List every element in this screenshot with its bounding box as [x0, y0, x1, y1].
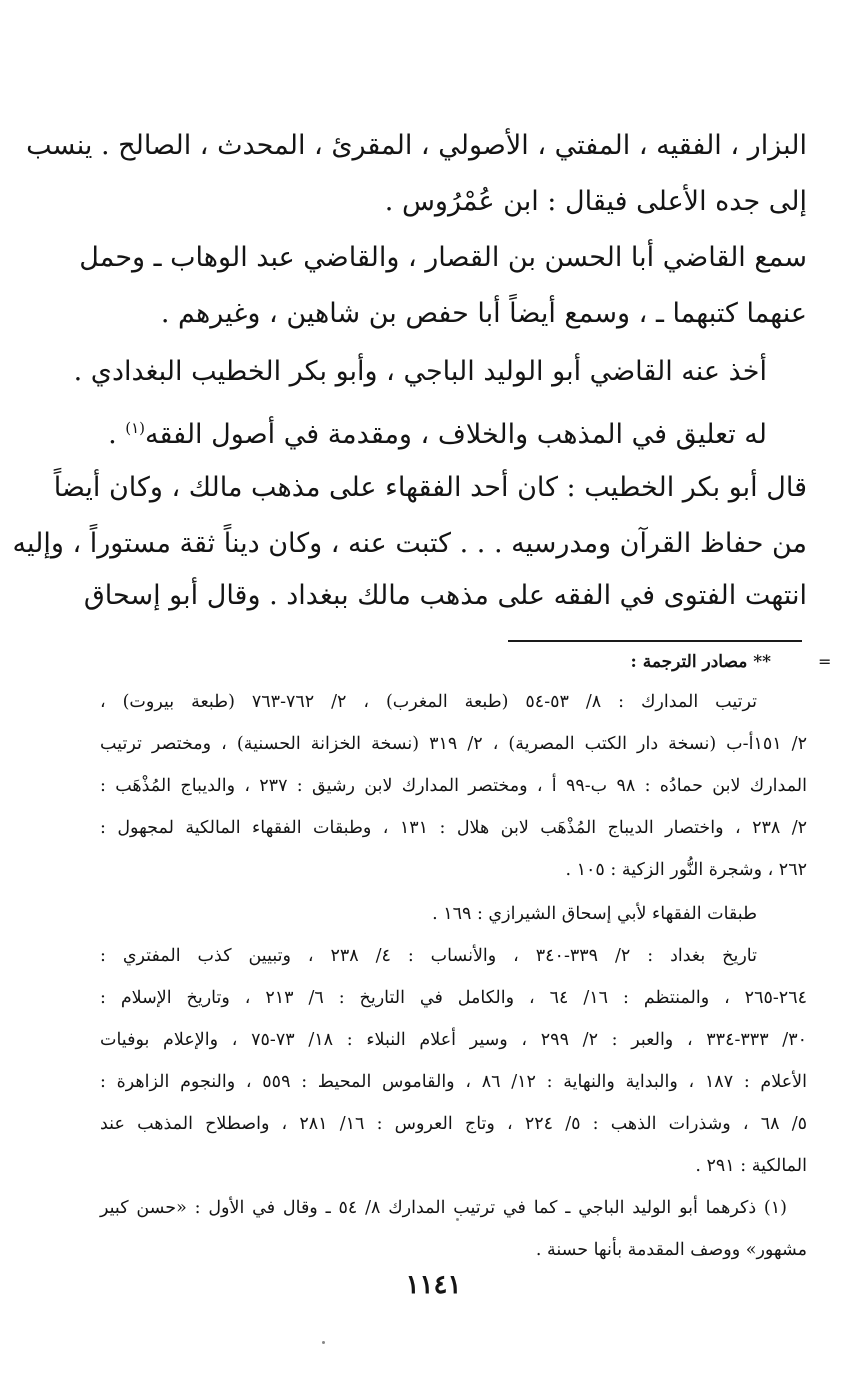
- main-line-7: قال أبو بكر الخطيب : كان أحد الفقهاء على مذهب مالك ، وكان أيضاً: [53, 472, 807, 503]
- print-speck: [456, 1218, 459, 1221]
- footnote-line-7: تاريخ بغداد : ٢/ ٣٣٩-٣٤٠ ، والأنساب : ٤/ ٢٣٨ ، وتبيين كذب المفتري :: [100, 946, 757, 966]
- main-line-6: [108, 408, 767, 455]
- main-line-9: انتهت الفتوى في الفقه على مذهب مالك ببغداد . وقال أبو إسحاق: [83, 580, 807, 611]
- main-line-6-text: له تعليق في المذهب والخلاف ، ومقدمة في أصول الفقه: [145, 419, 767, 450]
- footnote-line-8: ٢٦٤-٢٦٥ ، والمنتظم : ١٦/ ٦٤ ، والكامل في التاريخ : ٦/ ٢١٣ ، وتاريخ الإسلام :: [100, 988, 807, 1008]
- print-speck: [322, 1341, 325, 1344]
- footnote-1-line-1: (١) ذكرهما أبو الوليد الباجي ـ كما في ترتيب المدارك ٨/ ٥٤ ـ وقال في الأول : «حسن كبير: [100, 1198, 787, 1218]
- main-line-2: إلى جده الأعلى فيقال : ابن عُمْرُوس .: [384, 186, 807, 217]
- footnote-1-line-2: مشهور» ووصف المقدمة بأنها حسنة .: [535, 1240, 807, 1260]
- footnote-line-6: طبقات الفقهاء لأبي إسحاق الشيرازي : ١٦٩ .: [432, 904, 757, 924]
- main-line-8: من حفاظ القرآن ومدرسيه . . . كتبت عنه ، وكان ديناً ثقة مستوراً ، وإليه: [12, 528, 807, 559]
- footnote-line-3: المدارك لابن حمادُه : ٩٨ ب-٩٩ أ ، ومختصر المدارك لابن رشيق : ٢٣٧ ، والديباج المُذْهَب :: [100, 776, 807, 796]
- page-number: ١١٤١: [405, 1270, 462, 1300]
- footnote-line-4: ٢/ ٢٣٨ ، واختصار الديباج المُذْهَب لابن هلال : ١٣١ ، وطبقات الفقهاء المالكية لمجهول :: [100, 818, 807, 838]
- footnote-line-10: الأعلام : ١٨٧ ، والبداية والنهاية : ١٢/ ٨٦ ، والقاموس المحيط : ٥٥٩ ، والنجوم الزاهرة :: [100, 1072, 807, 1092]
- main-line-1: البزار ، الفقيه ، المفتي ، الأصولي ، المقرئ ، المحدث ، الصالح . ينسب: [26, 130, 807, 161]
- main-line-6-end: .: [108, 419, 126, 450]
- main-line-3: سمع القاضي أبا الحسن بن القصار ، والقاضي عبد الوهاب ـ وحمل: [79, 242, 807, 273]
- main-line-5: أخذ عنه القاضي أبو الوليد الباجي ، وأبو بكر الخطيب البغدادي .: [73, 356, 767, 387]
- footnote-line-11: ٥/ ٦٨ ، وشذرات الذهب : ٥/ ٢٢٤ ، وتاج العروس : ١٦/ ٢٨١ ، واصطلاح المذهب عند: [100, 1114, 807, 1134]
- footnote-line-5: ٢٦٢ ، وشجرة النُّور الزكية : ١٠٥ .: [565, 860, 807, 880]
- sources-heading: ** مصادر الترجمة :: [630, 652, 771, 672]
- footnote-line-12: المالكية : ٢٩١ .: [695, 1156, 807, 1176]
- footnote-line-2: ٢/ ١٥١أ-ب (نسخة دار الكتب المصرية) ، ٢/ ٣١٩ (نسخة الخزانة الحسنية) ، ومختصر ترتيب: [100, 734, 807, 754]
- footnote-ref-1: (١): [125, 419, 146, 437]
- footnote-line-1: ترتيب المدارك : ٨/ ٥٣-٥٤ (طبعة المغرب) ، ٢/ ٧٦٢-٧٦٣ (طبعة بيروت) ،: [100, 692, 757, 712]
- footnote-separator: [508, 640, 802, 642]
- continuation-marker: =: [818, 652, 832, 671]
- main-line-4: عنهما كتبهما ـ ، وسمع أيضاً أبا حفص بن شاهين ، وغيرهم .: [160, 298, 807, 329]
- footnote-line-9: ٣٠/ ٣٣٣-٣٣٤ ، والعبر : ٢/ ٢٩٩ ، وسير أعلام النبلاء : ١٨/ ٧٣-٧٥ ، والإعلام بوفيات: [100, 1030, 808, 1050]
